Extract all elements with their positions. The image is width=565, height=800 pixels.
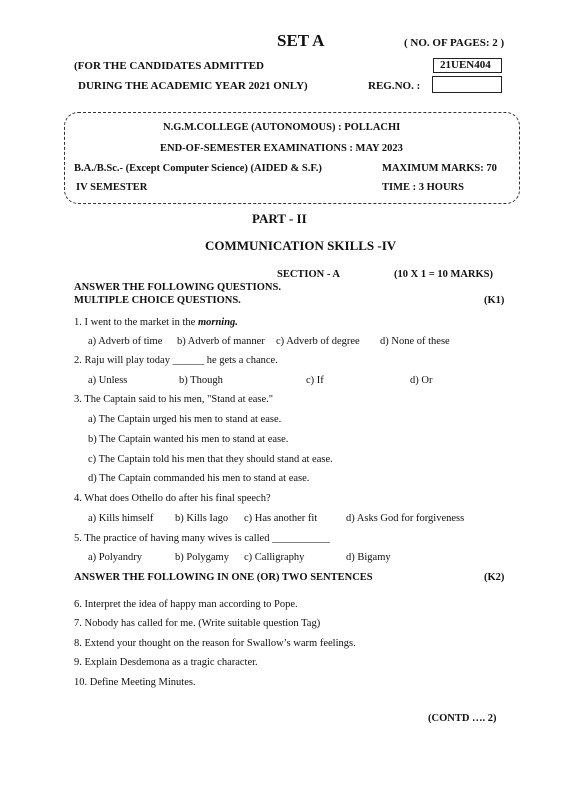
question-1-emphasis: morning. xyxy=(197,317,238,328)
set-label: SET A xyxy=(277,31,325,50)
option-1b: b) Adverb of manner xyxy=(177,336,265,347)
option-3b: b) The Captain wanted his men to stand at ease. xyxy=(88,434,289,445)
course-code-box xyxy=(433,58,502,73)
question-3: 3. The Captain said to his men, "Stand at ease." xyxy=(74,394,274,405)
option-1c: c) Adverb of degree xyxy=(276,336,360,347)
max-marks: MAXIMUM MARKS: 70 xyxy=(382,163,497,174)
option-5d: d) Bigamy xyxy=(346,552,391,563)
option-5a: a) Polyandry xyxy=(88,552,142,563)
regno-label: REG.NO. : xyxy=(368,80,421,92)
question-6: 6. Interpret the idea of happy man according to Pope. xyxy=(74,599,298,610)
semester: IV SEMESTER xyxy=(76,182,148,193)
admission-line-2: DURING THE ACADEMIC YEAR 2021 ONLY) xyxy=(78,80,308,92)
option-1a: a) Adverb of time xyxy=(88,336,163,347)
option-3c: c) The Captain told his men that they should stand at ease. xyxy=(88,454,333,465)
question-9: 9. Explain Desdemona as a tragic character. xyxy=(74,657,258,668)
subject-title: COMMUNICATION SKILLS -IV xyxy=(205,238,397,253)
option-2d: d) Or xyxy=(410,375,433,386)
section-b-knowledge-level: (K2) xyxy=(484,572,505,583)
question-2: 2. Raju will play today ______ he gets a chance. xyxy=(74,355,278,366)
option-5b: b) Polygamy xyxy=(175,552,229,563)
question-4: 4. What does Othello do after his final speech? xyxy=(74,493,271,504)
question-5: 5. The practice of having many wives is called ___________ xyxy=(74,533,330,544)
question-1 xyxy=(74,317,238,328)
question-10: 10. Define Meeting Minutes. xyxy=(74,677,196,688)
question-8: 8. Extend your thought on the reason for Swallow’s warm feelings. xyxy=(74,638,356,649)
course-code: 21UEN404 xyxy=(440,59,491,71)
exam-time: TIME : 3 HOURS xyxy=(382,182,464,193)
college-name: N.G.M.COLLEGE (AUTONOMOUS) : POLLACHI xyxy=(163,122,401,133)
option-3d: d) The Captain commanded his men to stand at ease. xyxy=(88,473,310,484)
option-1d: d) None of these xyxy=(380,336,450,347)
option-2b: b) Though xyxy=(179,375,223,386)
option-2c: c) If xyxy=(306,375,324,386)
option-5c: c) Calligraphy xyxy=(244,552,305,563)
question-7: 7. Nobody has called for me. (Write suitable question Tag) xyxy=(74,618,321,629)
section-b-instruction: ANSWER THE FOLLOWING IN ONE (OR) TWO SENTENCES xyxy=(74,572,373,583)
course-name: B.A./B.Sc.- (Except Computer Science) (AIDED & S.F.) xyxy=(74,163,322,174)
section-a-instruction-1: ANSWER THE FOLLOWING QUESTIONS. xyxy=(74,282,281,293)
page-count: ( NO. OF PAGES: 2 ) xyxy=(404,37,505,49)
option-2a: a) Unless xyxy=(88,375,128,386)
section-a-marks: (10 X 1 = 10 MARKS) xyxy=(394,269,494,280)
option-4b: b) Kills Iago xyxy=(175,513,229,524)
question-1-text: 1. I went to the market in the xyxy=(74,317,198,328)
section-a-knowledge-level: (K1) xyxy=(484,295,505,306)
admission-line-1: (FOR THE CANDIDATES ADMITTED xyxy=(74,60,264,72)
regno-box xyxy=(432,76,502,93)
option-4a: a) Kills himself xyxy=(88,513,154,524)
exam-title: END-OF-SEMESTER EXAMINATIONS : MAY 2023 xyxy=(160,143,403,154)
continued-note: (CONTD …. 2) xyxy=(428,713,497,724)
option-4c: c) Has another fit xyxy=(244,513,318,524)
option-4d: d) Asks God for forgiveness xyxy=(346,513,465,524)
section-a-instruction-2: MULTIPLE CHOICE QUESTIONS. xyxy=(74,295,241,306)
option-3a: a) The Captain urged his men to stand at ease. xyxy=(88,414,282,425)
section-a-title: SECTION - A xyxy=(277,269,341,280)
part-title: PART - II xyxy=(252,211,307,226)
